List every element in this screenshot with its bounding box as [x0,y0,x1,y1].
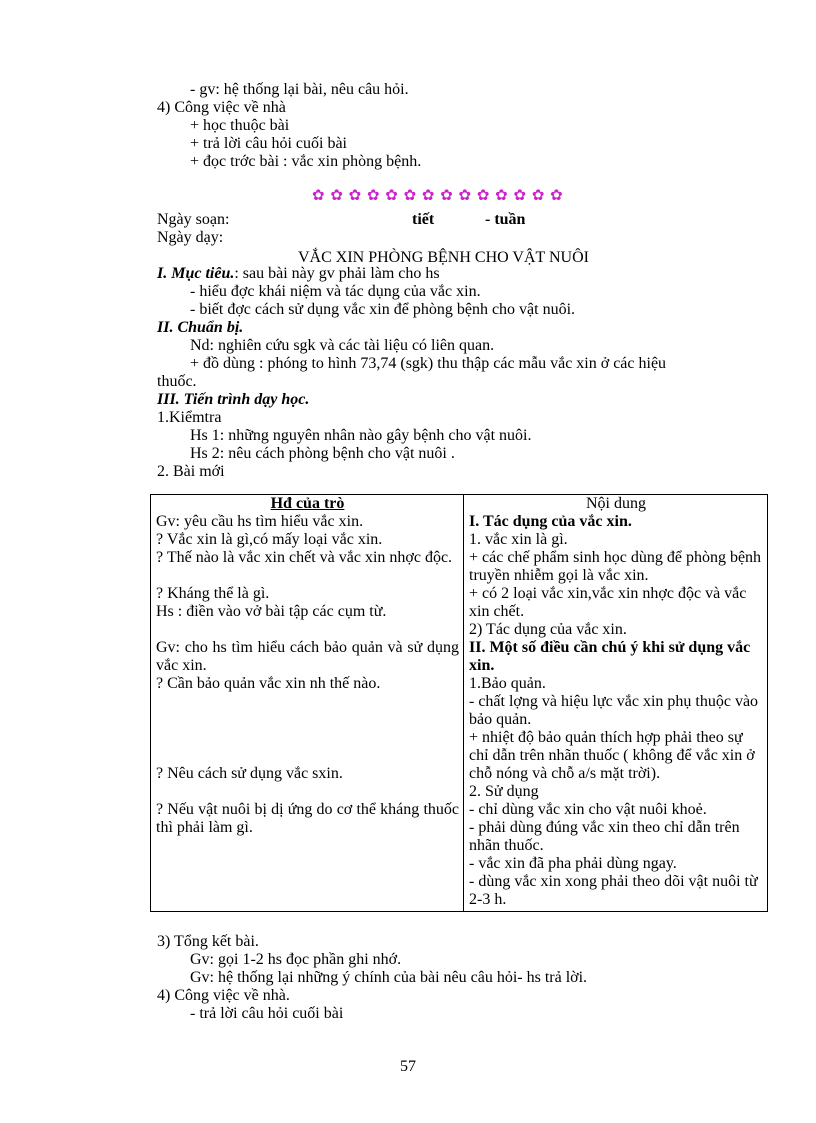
tiet-label: tiết [412,211,435,228]
content-item: - dùng vắc xin xong phải theo dõi vật nuôi từ 2-3 h. [469,873,758,908]
content-item: - phải dùng đúng vắc xin theo chỉ dẫn trên nhãn thuốc. [469,819,740,854]
content-item: - chất lợng và hiệu lực vắc xin phụ thuộc vào bảo quản. [469,693,759,728]
check-hs2: Hs 2: nêu cách phòng bệnh cho vật nuôi . [190,445,455,462]
content-heading-1: I. Tác dụng của vắc xin. [469,513,632,530]
new-lesson-heading: 2. Bài mới [157,463,225,480]
summary-line-2: Gv: hệ thống lại những ý chính của bài nêu câu hỏi- hs trả lời. [190,969,588,986]
left-item: Gv: cho hs tìm hiểu cách bảo quản và sử dụng vắc xin. [156,639,459,674]
homework-item: - trả lời câu hỏi cuối bài [190,1005,344,1022]
content-item: - vắc xin đã pha phải dùng ngay. [469,855,677,872]
homework-heading-top: 4) Công việc về nhà [157,99,286,116]
prep-item-2a: + đồ dùng : phóng to hình 73,74 (sgk) thu thập các mẫu vắc xin ở các hiệu [190,355,667,372]
content-item: + có 2 loại vắc xin,vắc xin nhợc độc và vắc xin chết. [469,585,747,620]
left-item: ? Vắc xin là gì,có mấy loại vắc xin. [156,531,383,548]
process-heading: III. Tiến trình dạy học. [157,391,310,408]
left-item: ? Kháng thể là gì. [156,585,270,602]
right-column-cell [464,495,768,912]
tuan-label: - tuần [485,211,526,228]
check-heading: 1.Kiểmtra [157,409,222,426]
top-line-5: + đọc trớc bài : vắc xin phòng bệnh. [190,153,422,170]
col2-header: Nội dung [586,495,646,512]
page-number: 57 [400,1058,416,1075]
homework-heading: 4) Công việc về nhà. [157,987,290,1004]
left-item: ? Nếu vật nuôi bị dị ứng do cơ thể kháng thuốc thì phải làm gì. [156,801,459,836]
content-item: 1.Bảo quản. [469,675,546,692]
lesson-activity-table [150,494,768,912]
left-column-cell [151,495,464,912]
table-row [151,495,768,912]
top-line-4: + trả lời câu hỏi cuối bài [190,135,347,152]
content-item: - chỉ dùng vắc xin cho vật nuôi khoẻ. [469,801,707,818]
top-line-3: + học thuộc bài [190,117,290,134]
check-hs1: Hs 1: những nguyên nhân nào gây bệnh cho vật nuôi. [190,427,532,444]
objective-item-1: - hiểu đợc khái niệm và tác dụng của vắc xin. [190,283,481,300]
lesson-title: VẮC XIN PHÒNG BỆNH CHO VẬT NUÔI [298,249,589,266]
ngay-day-label: Ngày dạy: [157,229,224,246]
content-item: 1. vắc xin là gì. [469,531,568,548]
objectives-heading: I. Mục tiêu. [157,265,235,282]
summary-heading: 3) Tổng kết bài. [157,933,259,950]
prep-heading: II. Chuẩn bị. [157,319,244,336]
decorative-flourish-divider: ✿ ✿ ✿ ✿ ✿ ✿ ✿ ✿ ✿ ✿ ✿ ✿ ✿ ✿ [312,188,564,204]
col1-header: Hđ của trò [270,495,345,512]
prep-item-1: Nd: nghiên cứu sgk và các tài liệu có liên quan. [190,337,495,354]
content-item: 2. Sử dụng [469,783,539,800]
objectives-line [157,265,440,283]
left-item: Hs : điền vào vở bài tập các cụm từ. [156,603,387,620]
left-item: ? Nêu cách sử dụng vắc sxin. [156,765,343,782]
content-item: + các chế phẩm sinh học dùng để phòng bệnh truyền nhiễm gọi là vắc xin. [469,549,762,584]
summary-line-1: Gv: gọi 1-2 hs đọc phần ghi nhớ. [190,951,402,968]
content-item: + nhiệt độ bảo quản thích hợp phải theo sự chỉ dẫn trên nhãn thuốc ( không để vắc xin ở chỗ nóng và chỗ a/s mặt trời). [469,729,755,782]
content-item: 2) Tác dụng của vắc xin. [469,621,627,638]
top-line-1: - gv: hệ thống lại bài, nêu câu hỏi. [190,81,409,98]
prep-item-2b: thuốc. [157,373,197,390]
objectives-intro: : sau bài này gv phải làm cho hs [234,265,440,282]
objective-item-2: - biết đợc cách sử dụng vắc xin để phòng bệnh cho vật nuôi. [190,301,576,318]
left-item: Gv: yêu cầu hs tìm hiểu vắc xin. [156,513,364,530]
content-heading-2: II. Một số điều cần chú ý khi sử dụng vắc xin. [469,639,751,674]
ngay-soan-label: Ngày soạn: [157,211,230,228]
left-item: ? Cần bảo quản vắc xin nh thế nào. [156,675,381,692]
left-item: ? Thế nào là vắc xin chết và vắc xin nhợc độc. [156,549,453,566]
